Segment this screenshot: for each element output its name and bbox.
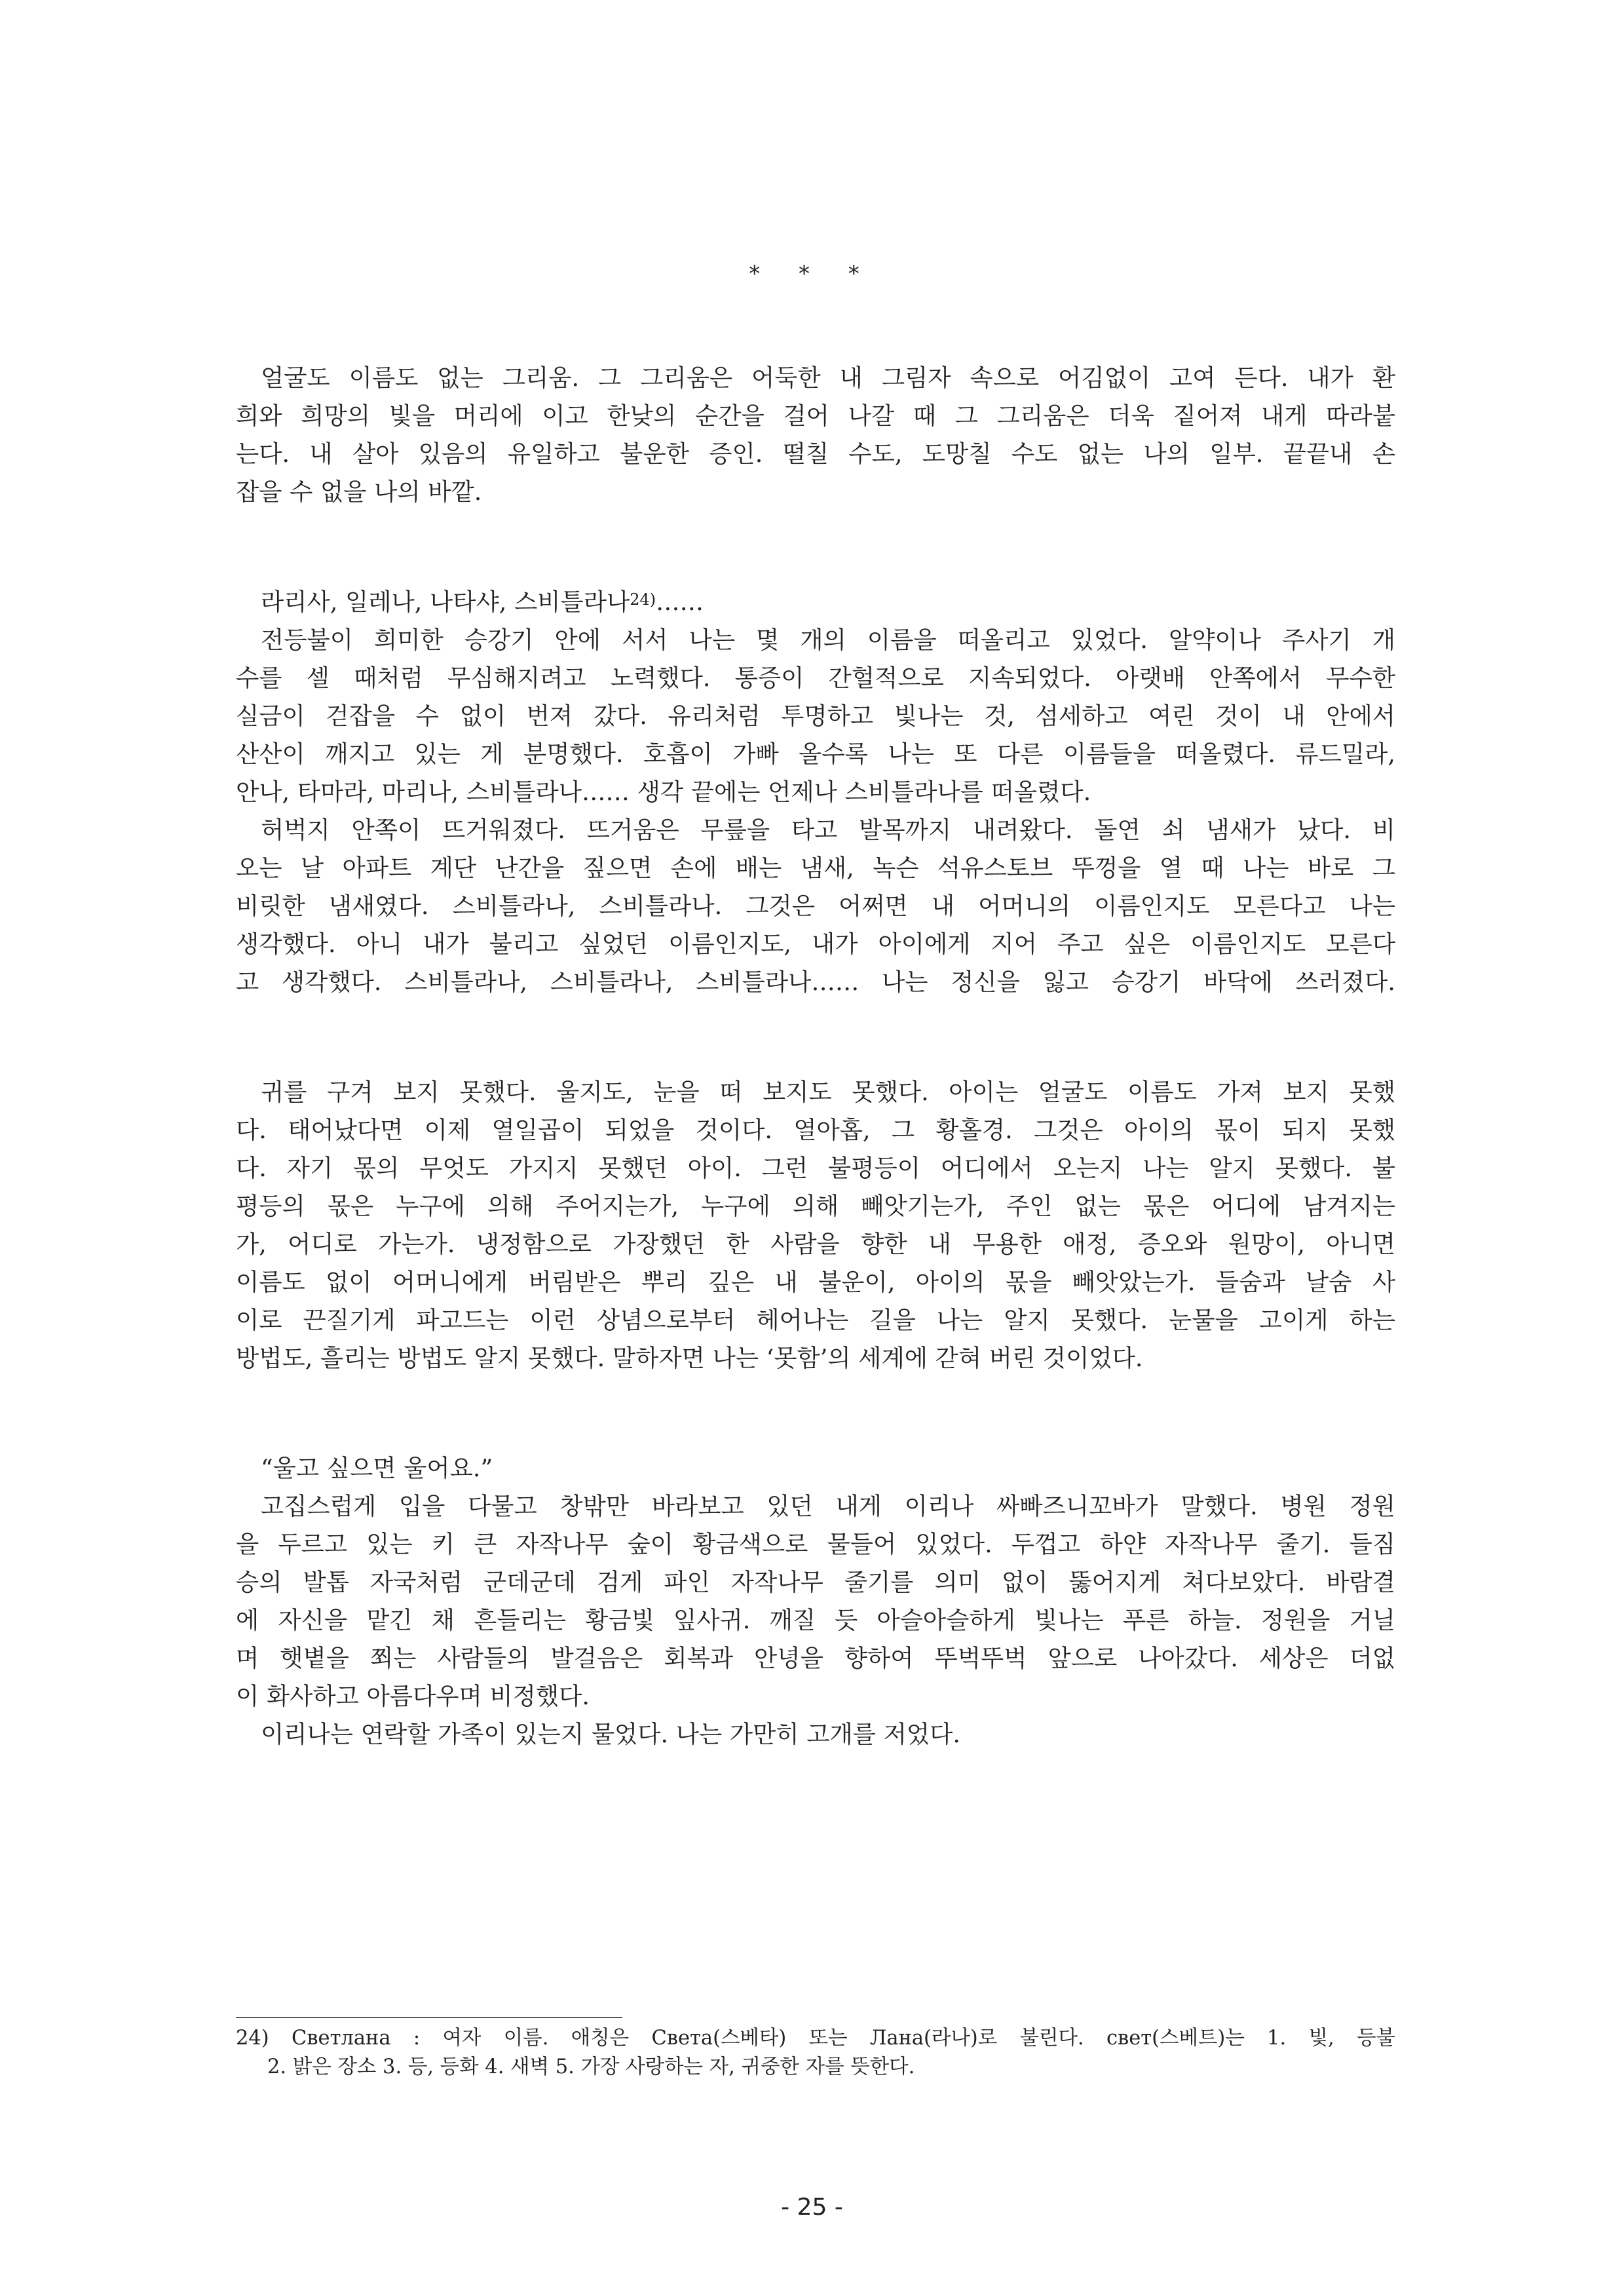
paragraph-line: 평등의 몫은 누구에 의해 주어지는가, 누구에 의해 빼앗기는가, 주인 없는 몫은 어디에 남겨지는 [236, 1192, 1395, 1220]
page-number: - 25 - [781, 2194, 843, 2221]
names-text: 라리사, 일레나, 나타샤, 스비틀라나 [261, 588, 630, 616]
paragraph-line: 전등불이 희미한 승강기 안에 서서 나는 몇 개의 이름을 떠올리고 있었다. 알약이나 주사기 개 [261, 626, 1395, 654]
paragraph-line: 잡을 수 없을 나의 바깥. [236, 478, 482, 506]
footnote-reference: 24) [630, 590, 656, 609]
paragraph-line: 오는 날 아파트 계단 난간을 짚으면 손에 배는 냄새, 녹슨 석유스토브 뚜껑을 열 때 나는 바로 그 [236, 854, 1395, 882]
names-ellipsis: …… [656, 588, 704, 616]
dialogue-line: “울고 싶으면 울어요.” [261, 1454, 493, 1482]
paragraph-line: 이 화사하고 아름다우며 비정했다. [236, 1682, 590, 1710]
paragraph-line: 얼굴도 이름도 없는 그리움. 그 그리움은 어둑한 내 그림자 속으로 어김없이 고여 든다. 내가 환 [261, 364, 1395, 392]
paragraph-line: 허벅지 안쪽이 뜨거워졌다. 뜨거움은 무릎을 타고 발목까지 내려왔다. 돌연 쇠 냄새가 났다. 비 [261, 816, 1395, 844]
paragraph-line: 안나, 타마라, 마리나, 스비틀라나…… 생각 끝에는 언제나 스비틀라나를 떠올렸다. [236, 778, 1091, 806]
paragraph-line: 다. 자기 몫의 무엇도 가지지 못했던 아이. 그런 불평등이 어디에서 오는지 나는 알지 못했다. 불 [236, 1154, 1395, 1182]
section-separator: * * * [749, 261, 875, 287]
paragraph-line: 는다. 내 살아 있음의 유일하고 불운한 증인. 떨칠 수도, 도망칠 수도 없는 나의 일부. 끝끝내 손 [236, 440, 1395, 468]
paragraph-line: 수를 셀 때처럼 무심해지려고 노력했다. 통증이 간헐적으로 지속되었다. 아랫배 안쪽에서 무수한 [236, 664, 1395, 692]
paragraph-line: 산산이 깨지고 있는 게 분명했다. 호흡이 가빠 올수록 나는 또 다른 이름들을 떠올렸다. 류드밀라, [236, 740, 1395, 768]
paragraph-line: 다. 태어났다면 이제 열일곱이 되었을 것이다. 열아홉, 그 황홀경. 그것은 아이의 몫이 되지 못했 [236, 1116, 1395, 1144]
paragraph-line: 승의 발톱 자국처럼 군데군데 검게 파인 자작나무 줄기를 의미 없이 뚫어지게 쳐다보았다. 바람결 [236, 1568, 1395, 1596]
footnote-divider [236, 2017, 622, 2018]
paragraph-line: 희와 희망의 빛을 머리에 이고 한낮의 순간을 걸어 나갈 때 그 그리움은 더욱 짙어져 내게 따라붙 [236, 402, 1395, 430]
paragraph-line: 귀를 구겨 보지 못했다. 울지도, 눈을 떠 보지도 못했다. 아이는 얼굴도 이름도 가져 보지 못했 [261, 1078, 1395, 1106]
paragraph-line: 며 햇볕을 쬐는 사람들의 발걸음은 회복과 안녕을 향하여 뚜벅뚜벅 앞으로 나아갔다. 세상은 더없 [236, 1644, 1395, 1672]
paragraph-line: 이로 끈질기게 파고드는 이런 상념으로부터 헤어나는 길을 나는 알지 못했다. 눈물을 고이게 하는 [236, 1306, 1395, 1334]
footnote-line: 24) Светлана : 여자 이름. 애칭은 Света(스베타) 또는 Лана(라나)로 불린다. свет(스베트)는 1. 빛, 등불 [236, 2027, 1395, 2050]
paragraph-line: 가, 어디로 가는가. 냉정함으로 가장했던 한 사람을 향한 내 무용한 애정, 증오와 원망이, 아니면 [236, 1230, 1395, 1258]
paragraph-line: 이름도 없이 어머니에게 버림받은 뿌리 깊은 내 불운이, 아이의 몫을 빼앗았는가. 들숨과 날숨 사 [236, 1268, 1395, 1296]
paragraph-line: 이리나는 연락할 가족이 있는지 물었다. 나는 가만히 고개를 저었다. [261, 1720, 961, 1748]
paragraph-line: 을 두르고 있는 키 큰 자작나무 숲이 황금색으로 물들어 있었다. 두껍고 하얀 자작나무 줄기. 들짐 [236, 1530, 1395, 1558]
paragraph-line: 실금이 걷잡을 수 없이 번져 갔다. 유리처럼 투명하고 빛나는 것, 섬세하고 여린 것이 내 안에서 [236, 702, 1395, 730]
paragraph-line: 에 자신을 맡긴 채 흔들리는 황금빛 잎사귀. 깨질 듯 아슬아슬하게 빛나는 푸른 하늘. 정원을 거닐 [236, 1606, 1395, 1634]
paragraph-line: 방법도, 흘리는 방법도 알지 못했다. 말하자면 나는 ‘못함’의 세계에 갇혀 버린 것이었다. [236, 1344, 1143, 1372]
names-line [261, 586, 1395, 619]
paragraph-line: 비릿한 냄새였다. 스비틀라나, 스비틀라나. 그것은 어쩌면 내 어머니의 이름인지도 모른다고 나는 [236, 892, 1395, 920]
paragraph-line: 생각했다. 아니 내가 불리고 싶었던 이름인지도, 내가 아이에게 지어 주고 싶은 이름인지도 모른다 [236, 930, 1395, 958]
paragraph-line: 고집스럽게 입을 다물고 창밖만 바라보고 있던 내게 이리나 싸빠즈니꼬바가 말했다. 병원 정원 [261, 1492, 1395, 1520]
paragraph-line: 고 생각했다. 스비틀라나, 스비틀라나, 스비틀라나…… 나는 정신을 잃고 승강기 바닥에 쓰러졌다. [236, 968, 1395, 996]
footnote-line: 2. 밝은 장소 3. 등, 등화 4. 새벽 5. 가장 사랑하는 자, 귀중한 자를 뜻한다. [267, 2056, 915, 2078]
